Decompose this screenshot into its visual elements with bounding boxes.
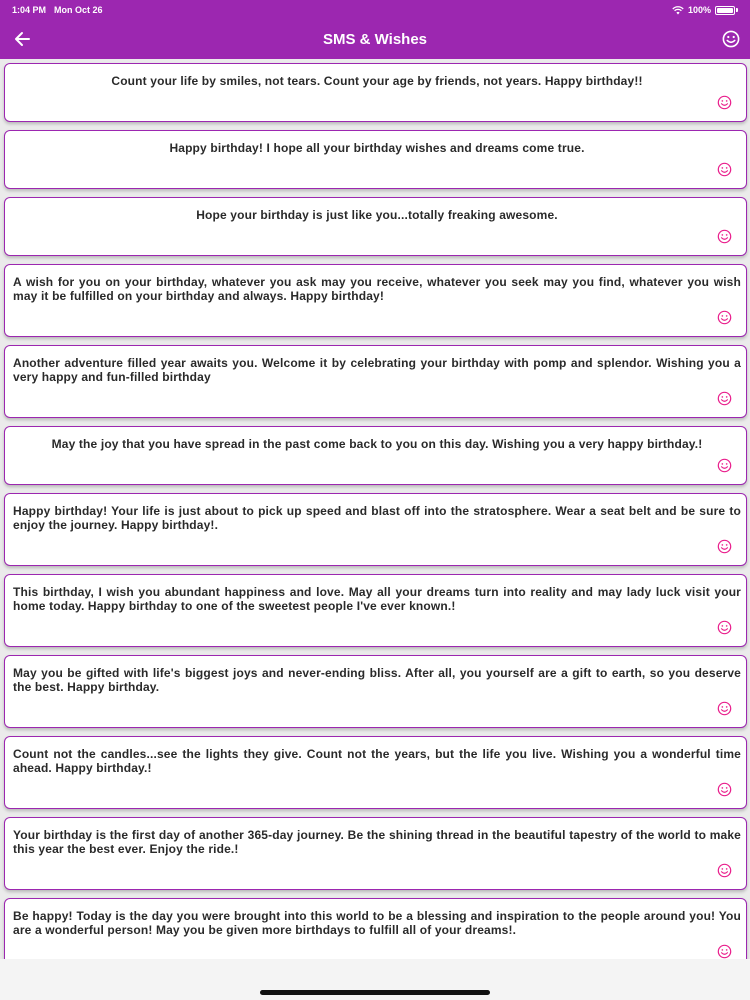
message-list[interactable] — [0, 59, 750, 959]
smiley-icon[interactable] — [717, 944, 732, 959]
smiley-button[interactable] — [718, 26, 744, 52]
message-text: Be happy! Today is the day you were brought into this world to be a blessing and inspiration to the people around you! You are a wonderful person! May you be given more birthdays to fulfill all of your dreams!. — [13, 909, 741, 937]
message-text: A wish for you on your birthday, whatever you ask may you receive, whatever you seek may you find, whatever you wish may it be fulfilled on your birthday and always. Happy birthday! — [13, 275, 741, 303]
message-text: Your birthday is the first day of another 365-day journey. Be the shining thread in the beautiful tapestry of the world to make this year the best ever. Enjoy the ride.! — [13, 828, 741, 856]
message-card[interactable] — [4, 130, 747, 189]
message-text: Happy birthday! I hope all your birthday wishes and dreams come true. — [169, 141, 585, 155]
page-title: SMS & Wishes — [322, 30, 428, 48]
message-text: Happy birthday! Your life is just about to pick up speed and blast off into the stratosphere. Wear a seat belt and be sure to enjoy the journey. Happy birthday!. — [13, 504, 741, 532]
smiley-icon[interactable] — [717, 391, 732, 406]
message-text: May the joy that you have spread in the past come back to you on this day. Wishing you a very happy birthday.! — [51, 437, 703, 451]
smiley-icon[interactable] — [717, 782, 732, 797]
message-text: May you be gifted with life's biggest joys and never-ending bliss. After all, you yourself are a gift to earth, so you deserve the best. Happy birthday. — [13, 666, 741, 694]
message-text: Another adventure filled year awaits you. Welcome it by celebrating your birthday with pomp and splendor. Wishing you a very happy and fun-filled birthday — [13, 356, 741, 384]
toolbar — [0, 22, 750, 56]
status-date: Mon Oct 26 — [54, 5, 103, 15]
smiley-icon[interactable] — [717, 701, 732, 716]
message-text: This birthday, I wish you abundant happiness and love. May all your dreams turn into reality and may lady luck visit your home today. Happy birthday to one of the sweetest people I've ever known.! — [13, 585, 741, 613]
arrow-left-icon — [14, 31, 30, 47]
smiley-icon[interactable] — [717, 162, 732, 177]
message-card[interactable] — [4, 736, 747, 809]
smiley-icon[interactable] — [717, 310, 732, 325]
message-card[interactable] — [4, 197, 747, 256]
message-card[interactable] — [4, 655, 747, 728]
message-card[interactable] — [4, 574, 747, 647]
message-card[interactable] — [4, 63, 747, 122]
wifi-icon — [672, 6, 684, 15]
message-card[interactable] — [4, 898, 747, 959]
status-time: 1:04 PM — [12, 5, 47, 15]
message-card[interactable] — [4, 264, 747, 337]
status-bar — [12, 3, 738, 17]
message-text: Count your life by smiles, not tears. Count your age by friends, not years. Happy birthday!! — [111, 74, 643, 88]
status-right — [672, 5, 738, 15]
message-card[interactable] — [4, 817, 747, 890]
message-text: Count not the candles...see the lights they give. Count not the years, but the life you live. Wishing you a wonderful time ahead. Happy birthday.! — [13, 747, 741, 775]
message-card[interactable] — [4, 345, 747, 418]
message-text: Hope your birthday is just like you...totally freaking awesome. — [196, 208, 558, 222]
smiley-icon[interactable] — [717, 95, 732, 110]
smiley-icon[interactable] — [717, 539, 732, 554]
smiley-icon — [722, 30, 740, 48]
app-bar — [0, 0, 750, 59]
battery-tip — [736, 8, 738, 12]
back-button[interactable] — [9, 26, 35, 52]
smiley-icon[interactable] — [717, 863, 732, 878]
battery-percent: 100% — [687, 5, 711, 15]
battery-icon — [715, 6, 735, 15]
message-card[interactable] — [4, 426, 747, 485]
home-indicator[interactable] — [260, 990, 490, 995]
smiley-icon[interactable] — [717, 620, 732, 635]
smiley-icon[interactable] — [717, 229, 732, 244]
smiley-icon[interactable] — [717, 458, 732, 473]
message-card[interactable] — [4, 493, 747, 566]
